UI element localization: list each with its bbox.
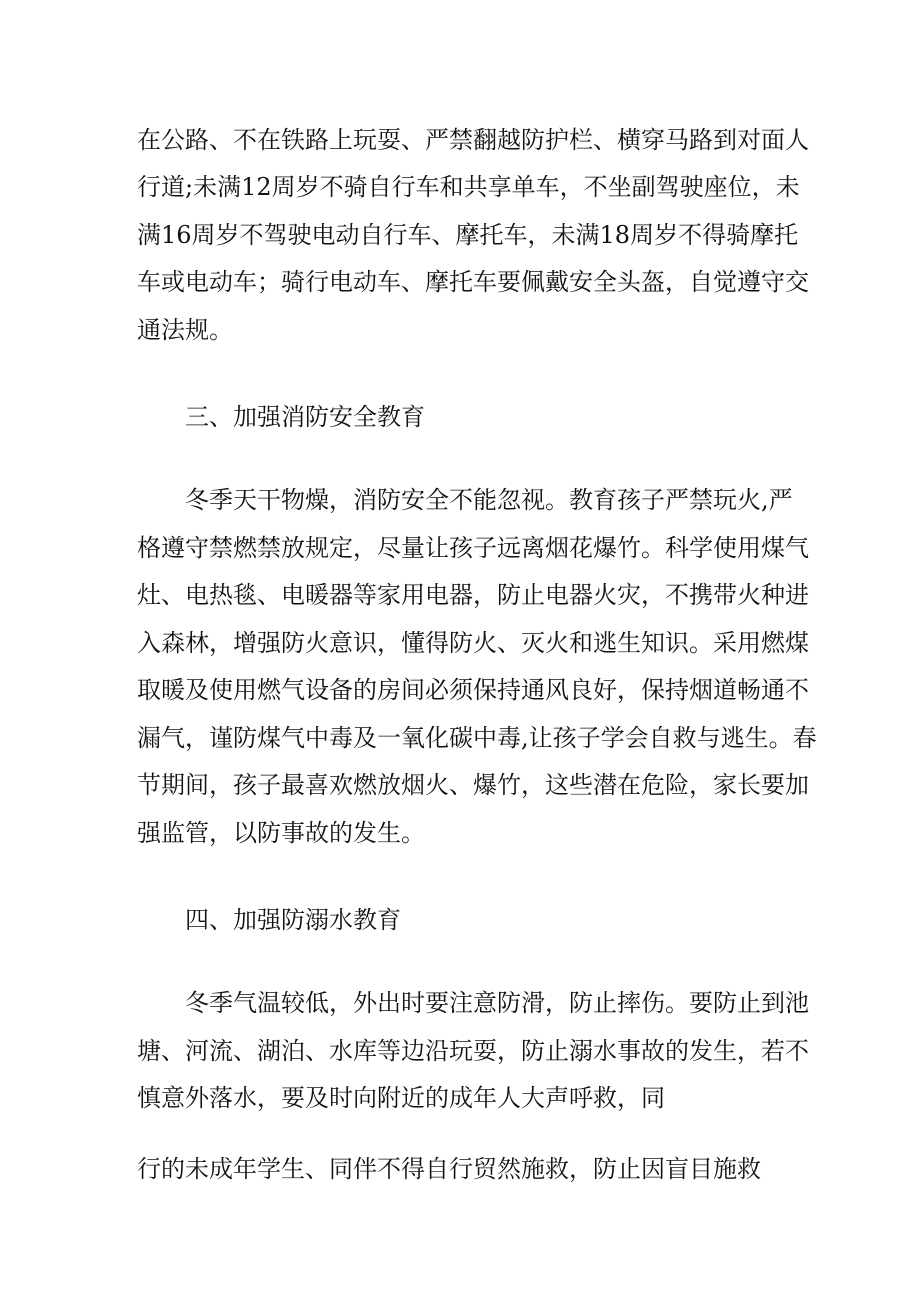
paragraph-line: 漏气，谨防煤气中毒及一氧化碳中毒,让孩子学会自救与逃生。春 — [137, 724, 817, 752]
section-heading: 三、加强消防安全教育 — [185, 403, 425, 431]
paragraph-line: 强监管，以防事故的发生。 — [137, 819, 425, 847]
paragraph-line: 在公路、不在铁路上玩耍、严禁翻越防护栏、横穿马路到对面人 — [137, 126, 809, 154]
paragraph-line: 取暖及使用燃气设备的房间必须保持通风良好，保持烟道畅通不 — [137, 676, 809, 704]
paragraph-line: 通法规。 — [137, 316, 233, 344]
paragraph-line: 车或电动车；骑行电动车、摩托车要佩戴安全头盔，自觉遵守交 — [137, 268, 809, 296]
paragraph-line: 慎意外落水，要及时向附近的成年人大声呼救，同 — [137, 1084, 665, 1112]
paragraph-line: 节期间，孩子最喜欢燃放烟火、爆竹，这些潜在危险，家长要加 — [137, 771, 809, 799]
section-heading: 四、加强防溺水教育 — [185, 906, 401, 934]
paragraph-line: 冬季气温较低，外出时要注意防滑，防止摔伤。要防止到池 — [185, 989, 809, 1017]
paragraph-line: 行的未成年学生、同伴不得自行贸然施救，防止因盲目施救 — [137, 1155, 761, 1183]
paragraph-line: 入森林，增强防火意识，懂得防火、灭火和逃生知识。采用燃煤 — [137, 629, 809, 657]
paragraph-line: 灶、电热毯、电暖器等家用电器，防止电器火灾，不携带火种进 — [137, 581, 809, 609]
paragraph-line: 格遵守禁燃禁放规定，尽量让孩子远离烟花爆竹。科学使用煤气 — [137, 534, 809, 562]
paragraph-line: 冬季天干物燥，消防安全不能忽视。教育孩子严禁玩火,严 — [185, 486, 793, 514]
paragraph-line: 满16周岁不驾驶电动自行车、摩托车，未满18周岁不得骑摩托 — [137, 221, 799, 249]
paragraph-line: 行道;未满12周岁不骑自行车和共享单车，不坐副驾驶座位，未 — [137, 173, 800, 201]
paragraph-line: 塘、河流、湖泊、水库等边沿玩耍，防止溺水事故的发生，若不 — [137, 1037, 809, 1065]
